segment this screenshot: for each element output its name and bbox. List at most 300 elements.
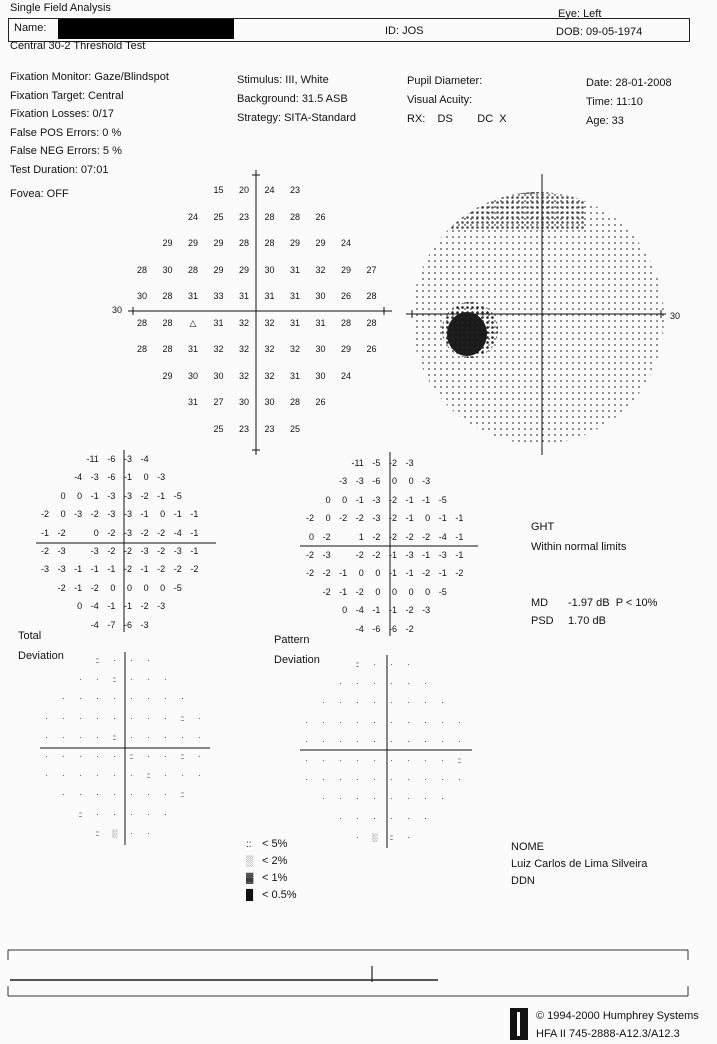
pattern-dev-cell: -2 <box>422 531 431 542</box>
pattern-dev-cell: -1 <box>405 513 414 524</box>
pattern-dev-cell: -3 <box>422 605 431 616</box>
grayscale-axis-label: 30 <box>670 311 681 321</box>
total-dev-cell: -3 <box>140 546 149 556</box>
pattern-dev-cell: -5 <box>438 494 447 505</box>
pattern-dev-cell: -2 <box>388 531 397 542</box>
probability-symbol: · <box>339 794 341 804</box>
legend-item-1 <box>246 870 297 887</box>
pattern-dev-cell: -1 <box>372 605 381 616</box>
probability-symbol: · <box>424 813 426 823</box>
total-dev-cell: -3 <box>140 619 149 630</box>
probability-symbol: · <box>339 717 341 727</box>
pattern-dev-cell: -5 <box>438 586 447 597</box>
probability-symbol: · <box>390 775 392 785</box>
probability-symbol: · <box>390 736 392 746</box>
probability-symbol: · <box>96 694 98 704</box>
probability-symbol: · <box>62 771 64 781</box>
pattern-dev-cell: -6 <box>388 623 397 634</box>
total-dev-cell: -2 <box>107 527 116 538</box>
total-dev-cell: 0 <box>160 509 166 520</box>
probability-symbol: · <box>96 752 98 761</box>
probability-symbol: · <box>458 717 460 727</box>
threshold-cell: 32 <box>264 344 275 354</box>
probability-symbol: :: <box>129 752 133 761</box>
probability-symbol: · <box>147 828 149 838</box>
probability-symbol: · <box>390 756 392 765</box>
probability-symbol: · <box>424 679 426 689</box>
probability-symbol: · <box>164 771 166 781</box>
threshold-cell: 30 <box>315 370 326 381</box>
threshold-cell: 15 <box>213 185 224 195</box>
total-dev-cell: -2 <box>90 509 99 520</box>
total-dev-cell: -1 <box>74 582 83 593</box>
probability-symbol: · <box>79 675 81 685</box>
probability-symbol: · <box>305 736 307 746</box>
total-dev-cell: -7 <box>107 619 116 630</box>
probability-symbol: · <box>322 698 324 708</box>
probability-symbol: · <box>390 794 392 804</box>
total-dev-cell: -1 <box>107 601 116 612</box>
probability-symbol: · <box>45 752 47 761</box>
probability-symbol: · <box>424 794 426 804</box>
probability-symbol: · <box>147 790 149 800</box>
probability-symbol: · <box>424 756 426 765</box>
humphrey-logo-icon <box>510 1008 528 1040</box>
probability-symbol: · <box>181 771 183 781</box>
probability-symbol: · <box>113 656 115 665</box>
threshold-cell: 28 <box>289 397 300 407</box>
probability-symbol: · <box>441 794 443 804</box>
probability-symbol: · <box>96 713 98 723</box>
probability-symbol: · <box>373 660 375 669</box>
probability-symbol: · <box>130 675 132 685</box>
threshold-cell: 32 <box>264 317 275 328</box>
threshold-cell: 31 <box>289 317 300 328</box>
pattern-dev-cell: -2 <box>388 494 397 505</box>
legend-text-2: < 2% <box>262 855 288 867</box>
probability-symbol: · <box>181 732 183 742</box>
total-dev-cell: -2 <box>123 564 132 575</box>
total-dev-cell: -1 <box>40 527 49 538</box>
threshold-cell: 28 <box>187 264 198 275</box>
pattern-dev-cell: -2 <box>455 568 464 579</box>
threshold-cell: 29 <box>340 344 351 354</box>
pattern-dev-cell: -1 <box>422 494 431 505</box>
pattern-dev-cell: 0 <box>342 605 348 616</box>
test-name: Central 30-2 Threshold Test <box>10 40 146 52</box>
threshold-cell: 24 <box>187 211 198 222</box>
total-deviation-label-line1: Total <box>18 630 42 642</box>
probability-symbol: · <box>407 698 409 708</box>
total-dev-cell: -2 <box>40 546 49 556</box>
pattern-dev-cell: -1 <box>438 568 447 579</box>
probability-symbol: :: <box>389 832 393 842</box>
pattern-dev-cell: 0 <box>391 586 397 597</box>
probability-symbol: · <box>356 775 358 785</box>
strategy: Strategy: SITA-Standard <box>237 112 357 124</box>
total-dev-cell: -3 <box>123 509 132 520</box>
threshold-cell: 24 <box>340 370 351 381</box>
probability-symbol: · <box>356 698 358 708</box>
probability-symbol: · <box>407 813 409 823</box>
probability-symbol: · <box>147 694 149 704</box>
patient-id: ID: JOS <box>385 25 424 37</box>
threshold-cell: 23 <box>238 423 249 434</box>
probability-symbol: · <box>407 660 409 669</box>
pattern-dev-cell: -1 <box>455 531 464 542</box>
pattern-dev-cell: 0 <box>325 513 331 524</box>
threshold-cell: 20 <box>238 185 249 195</box>
legend-text-1: < 1% <box>262 872 288 884</box>
md-value: -1.97 dB P < 10% <box>568 597 658 609</box>
threshold-cell: 30 <box>187 370 198 381</box>
threshold-cell: 30 <box>315 291 326 301</box>
total-dev-cell: -3 <box>157 472 166 483</box>
threshold-cell: 29 <box>162 370 173 381</box>
pattern-dev-cell: -4 <box>355 623 364 634</box>
threshold-cell: 25 <box>213 211 224 222</box>
threshold-cell: 27 <box>213 397 224 407</box>
probability-symbol: · <box>339 698 341 708</box>
total-dev-cell: -4 <box>90 619 99 630</box>
total-dev-cell: -1 <box>190 546 199 556</box>
visual-acuity: Visual Acuity: <box>407 94 473 106</box>
probability-symbol: · <box>407 756 409 765</box>
probability-symbol: · <box>373 717 375 727</box>
threshold-cell: 28 <box>238 238 249 248</box>
pattern-dev-cell: -1 <box>455 550 464 560</box>
total-dev-cell: -3 <box>40 564 49 575</box>
legend-item-5 <box>246 836 297 853</box>
threshold-cell: 26 <box>315 397 326 407</box>
threshold-cell: 32 <box>315 264 326 275</box>
probability-symbol: · <box>198 732 200 742</box>
total-dev-cell: -2 <box>107 546 116 556</box>
total-dev-cell: -1 <box>90 564 99 575</box>
pattern-dev-cell: -2 <box>372 531 381 542</box>
threshold-cell: 29 <box>340 264 351 275</box>
probability-symbol: · <box>339 679 341 689</box>
total-dev-cell: -3 <box>107 509 116 520</box>
probability-symbol: · <box>390 660 392 669</box>
total-dev-cell: 0 <box>60 490 66 501</box>
probability-symbol: · <box>373 813 375 823</box>
probability-symbol: · <box>339 775 341 785</box>
total-dev-cell: -1 <box>123 472 132 483</box>
total-dev-cell: -1 <box>190 527 199 538</box>
probability-symbol: · <box>441 717 443 727</box>
threshold-cell: 25 <box>289 423 300 434</box>
probability-symbol: · <box>96 809 98 819</box>
threshold-cell: 31 <box>187 291 198 301</box>
pattern-dev-cell: 0 <box>391 476 397 487</box>
probability-symbol: · <box>322 736 324 746</box>
total-dev-cell: -3 <box>74 509 83 520</box>
pattern-dev-cell: -1 <box>405 568 414 579</box>
threshold-cell: 31 <box>187 397 198 407</box>
probability-symbol: · <box>79 732 81 742</box>
probability-symbol: :: <box>180 790 184 800</box>
total-dev-cell: -2 <box>157 527 166 538</box>
probability-symbol: · <box>62 694 64 704</box>
pattern-dev-cell: -4 <box>438 531 447 542</box>
total-dev-cell: -2 <box>123 546 132 556</box>
legend-item-05 <box>246 887 297 904</box>
pattern-dev-cell: -2 <box>388 513 397 524</box>
patient-block <box>511 839 647 890</box>
pattern-dev-cell: -5 <box>372 458 381 468</box>
total-dev-cell: -3 <box>123 454 132 464</box>
probability-symbol: · <box>96 771 98 781</box>
probability-symbol: · <box>130 809 132 819</box>
total-dev-cell: -2 <box>173 564 182 575</box>
footer <box>536 1007 699 1043</box>
probability-symbol: · <box>62 713 64 723</box>
threshold-cell: 29 <box>238 264 249 275</box>
total-dev-cell: -3 <box>123 490 132 501</box>
pattern-deviation-label-line1: Pattern <box>274 634 310 646</box>
probability-symbol: · <box>164 790 166 800</box>
probability-symbol: · <box>62 732 64 742</box>
probability-symbol: · <box>356 794 358 804</box>
probability-symbol: · <box>458 775 460 785</box>
psd-label: PSD <box>531 615 554 627</box>
threshold-cell: 27 <box>366 264 377 275</box>
pattern-dev-cell: -2 <box>355 586 364 597</box>
threshold-cell: 29 <box>315 238 326 248</box>
threshold-cell: 28 <box>162 344 173 354</box>
threshold-cell: 24 <box>264 185 275 195</box>
probability-symbol: · <box>198 771 200 781</box>
pattern-dev-cell: -3 <box>355 476 364 487</box>
pattern-dev-cell: -2 <box>422 568 431 579</box>
pattern-dev-cell: -3 <box>339 476 348 487</box>
probability-symbol: · <box>45 732 47 742</box>
probability-symbol: · <box>130 771 132 781</box>
total-dev-cell: -4 <box>74 472 83 483</box>
pattern-dev-cell: -2 <box>322 586 331 597</box>
probability-symbol: · <box>79 752 81 761</box>
probability-symbol: :: <box>78 809 82 819</box>
threshold-cell: 31 <box>264 291 275 301</box>
probability-symbol: · <box>147 675 149 685</box>
total-dev-cell: 0 <box>126 582 132 593</box>
patient-nome-label: NOME <box>511 841 544 853</box>
probability-symbol: · <box>147 752 149 761</box>
threshold-cell: 26 <box>315 211 326 222</box>
total-dev-cell: -3 <box>90 546 99 556</box>
total-dev-cell: -11 <box>86 454 99 464</box>
probability-symbol: · <box>164 752 166 761</box>
test-time: Time: 11:10 <box>586 96 643 108</box>
pattern-dev-cell: -1 <box>455 513 464 524</box>
total-dev-cell: -1 <box>157 490 166 501</box>
probability-symbol: · <box>373 756 375 765</box>
pattern-dev-cell: -3 <box>422 476 431 487</box>
probability-symbol: · <box>164 809 166 819</box>
pattern-deviation-label-line2: Deviation <box>274 654 320 666</box>
probability-symbol: · <box>130 694 132 704</box>
probability-symbol: · <box>62 790 64 800</box>
probability-symbol: · <box>79 694 81 704</box>
probability-symbol: · <box>390 717 392 727</box>
threshold-cell: 32 <box>213 344 224 354</box>
pattern-dev-cell: -2 <box>372 550 381 560</box>
total-dev-cell: -3 <box>123 527 132 538</box>
probability-symbol: :: <box>457 756 461 765</box>
pattern-dev-cell: 0 <box>375 586 381 597</box>
threshold-cell: 29 <box>213 238 224 248</box>
total-dev-cell: -2 <box>57 582 66 593</box>
probability-symbol: · <box>130 828 132 838</box>
probability-symbol: · <box>164 713 166 723</box>
threshold-cell: 28 <box>264 211 275 222</box>
patient-ddn-label: DDN <box>511 875 535 887</box>
probability-symbol: · <box>373 698 375 708</box>
threshold-cell: 31 <box>289 370 300 381</box>
pattern-dev-cell: -6 <box>372 476 381 487</box>
probability-symbol: · <box>130 656 132 665</box>
probability-symbol: · <box>322 756 324 765</box>
false-neg-errors: False NEG Errors: 5 % <box>10 145 122 157</box>
legend-text-05: < 0.5% <box>262 889 297 901</box>
total-dev-cell: 0 <box>110 582 116 593</box>
total-deviation-label-line2: Deviation <box>18 650 64 662</box>
probability-symbol: · <box>198 752 200 761</box>
total-dev-cell: -2 <box>157 546 166 556</box>
probability-symbol: · <box>113 790 115 800</box>
total-dev-cell: 0 <box>77 601 83 612</box>
probability-symbol: · <box>45 713 47 723</box>
probability-symbol: · <box>407 717 409 727</box>
total-dev-cell: -3 <box>90 472 99 483</box>
probability-symbol: · <box>322 775 324 785</box>
pattern-dev-cell: -1 <box>422 550 431 560</box>
total-dev-cell: -2 <box>40 509 49 520</box>
pattern-dev-cell: 0 <box>425 586 431 597</box>
probability-symbol: · <box>407 794 409 804</box>
probability-symbol: · <box>147 809 149 819</box>
probability-symbol: · <box>356 832 358 842</box>
probability-symbol: · <box>96 790 98 800</box>
probability-symbol: ░ <box>371 832 377 842</box>
probability-symbol: · <box>356 679 358 689</box>
total-dev-cell: -6 <box>123 619 132 630</box>
probability-symbol: · <box>356 717 358 727</box>
probability-symbol: · <box>305 775 307 785</box>
fixation-losses: Fixation Losses: 0/17 <box>10 108 114 120</box>
threshold-cell: 23 <box>264 423 275 434</box>
probability-symbol: · <box>441 698 443 708</box>
false-pos-errors: False POS Errors: 0 % <box>10 126 122 139</box>
total-dev-cell: -4 <box>173 527 182 538</box>
total-dev-cell: -1 <box>190 509 199 520</box>
probability-symbol: · <box>373 775 375 785</box>
pattern-dev-cell: 0 <box>308 531 314 542</box>
pattern-dev-cell: -1 <box>388 568 397 579</box>
pattern-dev-cell: -11 <box>351 458 364 468</box>
total-dev-cell: -2 <box>140 490 149 501</box>
report-title: Single Field Analysis <box>10 2 111 14</box>
probability-symbol: · <box>164 675 166 685</box>
threshold-cell: 31 <box>213 317 224 328</box>
threshold-cell: 26 <box>340 291 351 301</box>
pattern-dev-cell: 0 <box>325 494 331 505</box>
threshold-cell: 31 <box>238 291 249 301</box>
threshold-cell: 28 <box>340 317 351 328</box>
threshold-cell: 24 <box>340 238 351 248</box>
probability-symbol: · <box>181 694 183 704</box>
total-dev-cell: -5 <box>173 582 182 593</box>
probability-symbol: · <box>441 736 443 746</box>
total-dev-cell: -1 <box>74 564 83 575</box>
probability-symbol: · <box>96 732 98 742</box>
pattern-dev-cell: -1 <box>339 586 348 597</box>
total-dev-cell: -4 <box>90 601 99 612</box>
pattern-dev-cell: -1 <box>388 605 397 616</box>
legend-item-2 <box>246 853 297 870</box>
probability-symbol: · <box>130 790 132 800</box>
threshold-cell: 29 <box>289 238 300 248</box>
probability-symbol: · <box>147 732 149 742</box>
probability-symbol: · <box>356 736 358 746</box>
total-dev-cell: -1 <box>123 601 132 612</box>
total-dev-cell: 0 <box>77 490 83 501</box>
probability-symbol: · <box>96 675 98 685</box>
threshold-cell: 23 <box>238 211 249 222</box>
threshold-cell: 29 <box>213 264 224 275</box>
total-dev-cell: -1 <box>107 564 116 575</box>
threshold-cell: 32 <box>238 344 249 354</box>
probability-symbol: ░ <box>111 828 117 838</box>
threshold-cell: 30 <box>264 264 275 275</box>
threshold-cell: △ <box>189 317 197 328</box>
ght-label: GHT <box>531 521 555 533</box>
rx: RX: DS DC X <box>407 113 507 125</box>
pattern-dev-cell: -3 <box>322 550 331 560</box>
probability-symbol: · <box>305 717 307 727</box>
probability-symbol: · <box>407 775 409 785</box>
pattern-dev-cell: -1 <box>388 550 397 560</box>
pattern-dev-cell: -2 <box>305 550 314 560</box>
pattern-dev-cell: -3 <box>372 494 381 505</box>
total-dev-cell: 0 <box>143 472 149 483</box>
pattern-dev-cell: -2 <box>355 513 364 524</box>
pattern-dev-cell: -2 <box>305 513 314 524</box>
patient-name: Luiz Carlos de Lima Silveira <box>511 858 648 870</box>
total-dev-cell: -3 <box>57 564 66 575</box>
threshold-cell: 30 <box>136 291 147 301</box>
probability-symbol: · <box>113 694 115 704</box>
probability-symbol: · <box>130 713 132 723</box>
probability-symbol: · <box>424 775 426 785</box>
total-dev-cell: -2 <box>90 582 99 593</box>
threshold-cell: 29 <box>162 238 173 248</box>
pattern-dev-cell: 0 <box>375 568 381 579</box>
probability-symbol: · <box>79 713 81 723</box>
total-dev-cell: -1 <box>173 509 182 520</box>
threshold-cell: 26 <box>366 344 377 354</box>
total-dev-cell: 0 <box>93 527 99 538</box>
pupil-diameter: Pupil Diameter: <box>407 75 483 87</box>
threshold-cell: 28 <box>162 291 173 301</box>
probability-symbol: :: <box>180 713 184 723</box>
pattern-dev-cell: -1 <box>438 513 447 524</box>
name-label: Name: <box>14 22 47 34</box>
pattern-dev-cell: -3 <box>438 550 447 560</box>
probability-symbol: · <box>390 698 392 708</box>
probability-symbol: · <box>407 736 409 746</box>
